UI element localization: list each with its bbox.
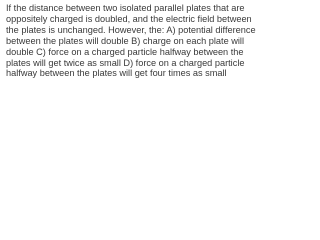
question-text: If the distance between two isolated parallel plates that are oppositely charged is doubled, and the electric field between the plates is unchanged. However, the: A) potential difference between the plates will double B) charge on each plate will double C) force on a charged particle halfway between the plates will get twice as small D) force on a charged particle halfway between the plates will get four times as small xyxy=(6,3,256,79)
